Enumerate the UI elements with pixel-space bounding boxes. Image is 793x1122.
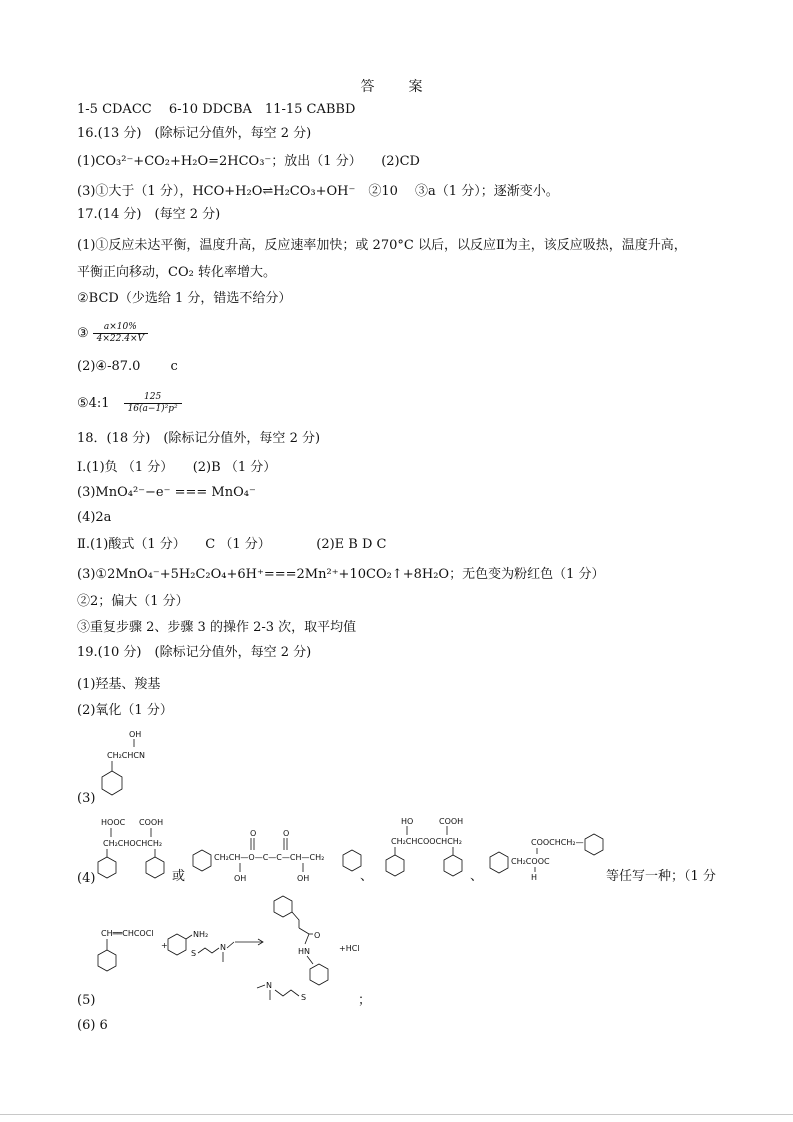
q18-line-2: (3)MnO₄²⁻−e⁻ === MnO₄⁻ xyxy=(77,485,256,500)
q17-prefix-3: ③ xyxy=(77,326,89,341)
struct-label: H xyxy=(531,873,538,882)
q17-line-2: 平衡正向移动，CO₂ 转化率增大。 xyxy=(77,265,276,280)
q17-line-1: (1)①反应未达平衡，温度升高，反应速率加快；或 270°C 以后，以反应Ⅱ为主，该反应吸热，温度升高， xyxy=(77,238,687,253)
structure-4b xyxy=(190,826,375,888)
bond xyxy=(299,928,309,934)
bond xyxy=(198,948,219,953)
semicolon: ； xyxy=(358,993,372,1008)
benzene-ring xyxy=(193,850,211,871)
q18-line-1: Ⅰ.(1)负 （1 分） (2)B （1 分） xyxy=(77,460,277,475)
struct-label: +HCl xyxy=(339,944,360,953)
structure-3 xyxy=(95,727,175,802)
struct-label: CH₂COOC xyxy=(511,857,550,866)
benzene-ring xyxy=(98,857,116,878)
struct-label: OH xyxy=(234,874,247,883)
q17-line-3: ②BCD（少选给 1 分，错选不给分） xyxy=(77,291,292,306)
struct-label: CH₂CHOCHCH₂ xyxy=(103,839,163,848)
bond xyxy=(292,912,299,928)
struct-label: CH₂CH—O—C—C—CH—CH₂ xyxy=(214,853,325,862)
structure-5-reaction xyxy=(95,890,375,1002)
benzene-ring xyxy=(585,834,603,855)
structure-4d xyxy=(487,830,612,882)
q18-heading: 18．(18 分) (除标记分值外，每空 2 分) xyxy=(77,431,321,446)
struct-label: N xyxy=(220,943,226,952)
fraction-1-denominator: 4×22.4×V xyxy=(96,334,145,344)
benzene-ring xyxy=(386,855,404,876)
q18-line-6: ②2；偏大（1 分） xyxy=(77,594,189,609)
q18-line-3: (4)2a xyxy=(77,510,112,525)
q18-line-5: (3)①2MnO₄⁻+5H₂C₂O₄+6H⁺===2Mn²⁺+10CO₂↑+8H₂O；无色变为粉红色（1 分） xyxy=(77,567,605,582)
bond xyxy=(257,985,265,988)
struct-label: S xyxy=(191,949,197,958)
struct-label: + xyxy=(161,941,168,950)
q19-line-4: (4) xyxy=(77,871,96,886)
struct-label: OH xyxy=(129,730,142,739)
structure-4a xyxy=(97,815,182,887)
benzene-ring xyxy=(444,855,462,876)
bond xyxy=(307,956,313,964)
q16-line-2: (3)①大于（1 分），HCO+H₂O⇌H₂CO₃+OH⁻ ②10 ③a（1 分）；逐渐变小。 xyxy=(77,184,559,199)
q18-line-7: ③重复步骤 2、步骤 3 的操作 2-3 次，取平均值 xyxy=(77,620,357,635)
struct-label: N xyxy=(266,981,272,990)
q17-line-4 xyxy=(77,322,148,345)
benzene-ring xyxy=(310,964,328,985)
answers-1-15: 1-5 CDACC 6-10 DDCBA 11-15 CABBD xyxy=(77,102,356,117)
bond xyxy=(227,942,234,948)
benzene-ring xyxy=(274,896,292,917)
bond xyxy=(186,935,192,939)
struct-label: NH₂ xyxy=(193,930,209,939)
separator-2: 、 xyxy=(470,869,484,884)
q19-line-2: (2)氧化（1 分） xyxy=(77,703,173,718)
q17-heading: 17.(14 分) (每空 2 分) xyxy=(77,207,221,222)
q19-line-6: (6) 6 xyxy=(77,1018,108,1033)
q16-line-1: (1)CO₃²⁻+CO₂+H₂O=2HCO₃⁻；放出（1 分） (2)CD xyxy=(77,154,420,169)
bond xyxy=(305,934,309,944)
struct-label: COOH xyxy=(439,817,464,826)
fraction-1 xyxy=(93,322,148,345)
q17-line-6 xyxy=(77,392,182,415)
q17-line-5: (2)④-87.0 c xyxy=(77,359,178,374)
q18-line-4: Ⅱ.(1)酸式（1 分） C （1 分） (2)E B D C xyxy=(77,537,387,552)
q19-heading: 19.(10 分) (除标记分值外，每空 2 分) xyxy=(77,645,312,660)
or-text: 或 xyxy=(172,869,186,884)
q16-heading: 16.(13 分) (除标记分值外，每空 2 分) xyxy=(77,126,312,141)
struct-label: HO xyxy=(401,817,414,826)
q17-prefix-5: ⑤4:1 xyxy=(77,396,110,411)
benzene-ring xyxy=(490,852,508,873)
fraction-2-numerator: 125 xyxy=(124,392,182,404)
struct-label: CH₂CHCOOCHCH₂ xyxy=(391,837,462,846)
struct-label: O xyxy=(314,931,321,940)
structure-4c xyxy=(385,812,475,884)
struct-label: HOOC xyxy=(101,818,126,827)
struct-label: HN xyxy=(298,947,310,956)
struct-label: O xyxy=(283,829,290,838)
q19-tail: 等任写一种；（1 分 xyxy=(606,869,716,884)
struct-label: S xyxy=(301,993,307,1002)
struct-label: COOCHCH₂— xyxy=(531,838,584,847)
q19-line-3: (3) xyxy=(77,791,96,806)
fraction-2-denominator: 16(a−1)²p² xyxy=(127,404,178,414)
struct-label: CH₂CHCN xyxy=(107,751,145,760)
fraction-1-numerator: a×10% xyxy=(93,322,148,334)
benzene-ring xyxy=(98,950,116,971)
struct-label: OH xyxy=(297,874,310,883)
q19-line-1: (1)羟基、羧基 xyxy=(77,677,161,692)
struct-label: CH══CHCOCl xyxy=(101,929,154,938)
page-bottom-rule xyxy=(0,1114,793,1115)
benzene-ring xyxy=(168,934,186,955)
fraction-2 xyxy=(124,392,182,415)
struct-label: COOH xyxy=(139,818,164,827)
benzene-ring xyxy=(343,850,361,871)
benzene-ring xyxy=(102,771,122,795)
q19-line-5: (5) xyxy=(77,993,96,1008)
bond xyxy=(275,990,299,996)
separator-1: 、 xyxy=(360,869,374,884)
benzene-ring xyxy=(146,857,164,878)
page-title: 答 案 xyxy=(360,79,433,95)
struct-label: O xyxy=(250,829,257,838)
